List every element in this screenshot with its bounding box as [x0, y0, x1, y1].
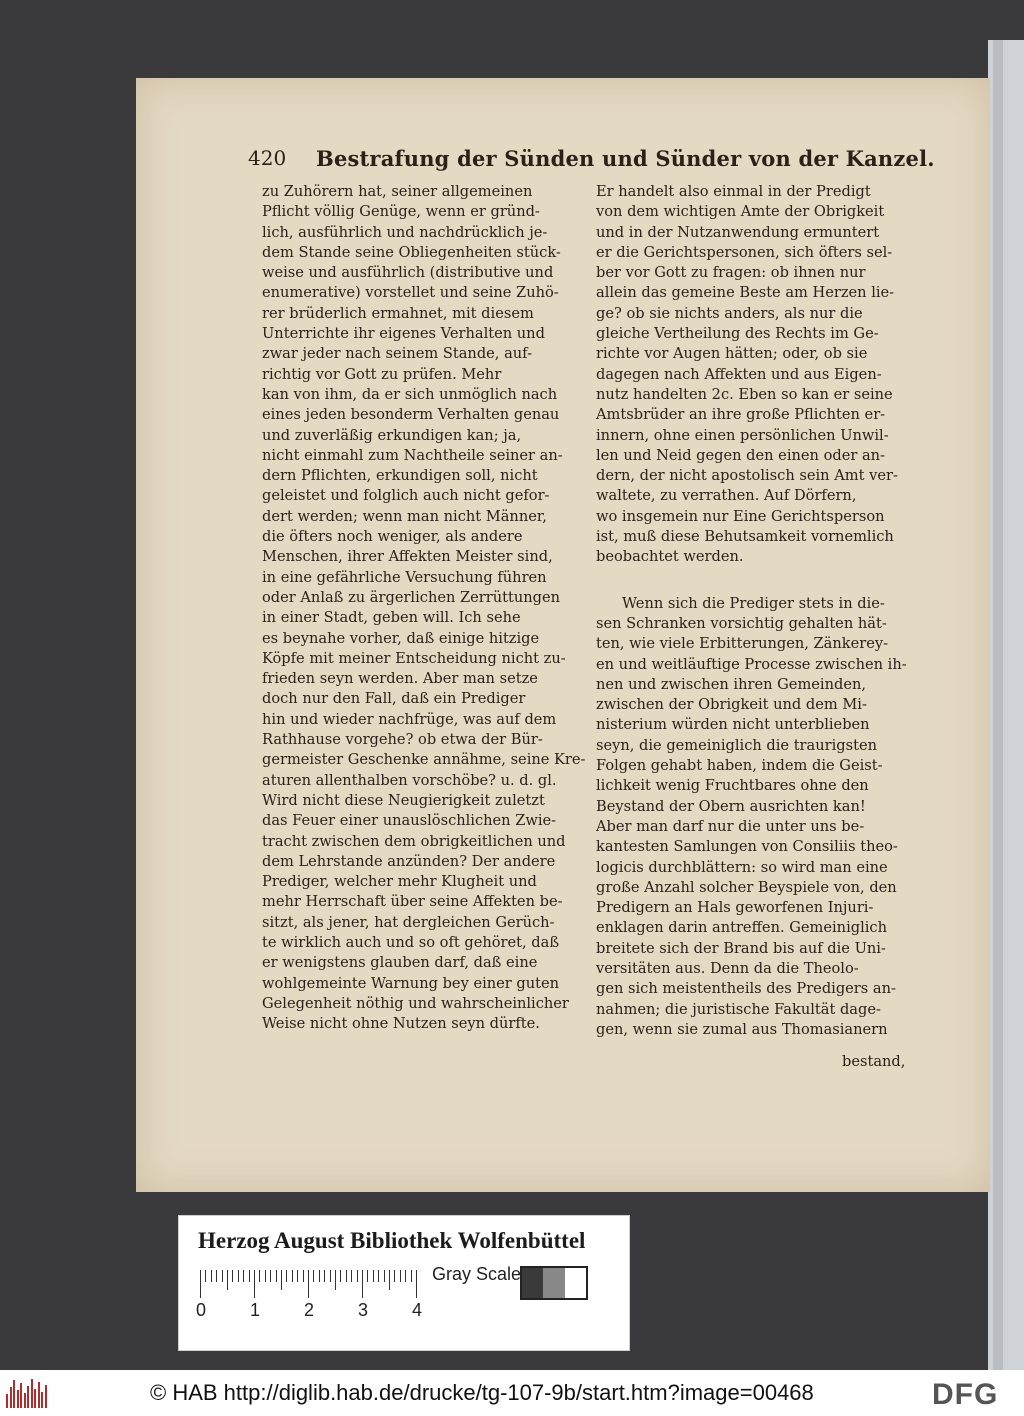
ruler-tick — [340, 1270, 341, 1282]
text-line: te wirklich auch und so oft gehöret, daß — [262, 933, 560, 951]
logo-bar — [24, 1393, 26, 1408]
ruler-tick — [411, 1270, 412, 1282]
text-line: nutz handelten 2c. Eben so kan er seine — [596, 385, 893, 403]
ruler-tick — [346, 1270, 347, 1282]
text-line: aturen allenthalben vorschöbe? u. d. gl. — [262, 771, 557, 789]
text-line: wohlgemeinte Warnung bey einer guten — [262, 974, 560, 992]
text-line: gleiche Vertheilung des Rechts im Ge- — [596, 325, 879, 343]
text-line: und in der Nutzanwendung ermuntert — [596, 223, 880, 241]
text-line: und zuverläßig erkundigen kan; ja, — [262, 426, 522, 444]
gray-scale-label: Gray Scale — [432, 1264, 522, 1284]
logo-bar — [41, 1392, 43, 1408]
text-line: doch nur den Fall, daß ein Prediger — [262, 690, 526, 708]
text-line: Köpfe mit meiner Entscheidung nicht zu- — [262, 649, 566, 667]
text-line: ten, wie viele Erbitterungen, Zänkerey- — [596, 635, 889, 653]
text-line: kan von ihm, da er sich unmöglich nach — [262, 385, 558, 403]
text-line: nisterium würden nicht unterblieben — [596, 716, 870, 734]
text-line: oder Anlaß zu ärgerlichen Zerrüttungen — [262, 588, 561, 606]
text-line: weise und ausführlich (distributive und — [262, 264, 554, 282]
text-line: Gelegenheit nöthig und wahrscheinlicher — [262, 994, 569, 1012]
text-line: hin und wieder nachfrüge, was auf dem — [262, 710, 557, 728]
text-line: sen Schranken vorsichtig gehalten hät- — [596, 614, 887, 632]
text-line: versitäten aus. Denn da die Theolo- — [596, 959, 859, 977]
text-line: große Anzahl solcher Beyspiele von, den — [596, 878, 897, 896]
ruler-tick — [205, 1270, 206, 1282]
text-line: kantesten Samlungen von Consiliis theo- — [596, 838, 898, 856]
ruler-tick — [259, 1270, 260, 1282]
ruler-tick — [232, 1270, 233, 1282]
text-line: ist, muß diese Behutsamkeit vornemlich — [596, 528, 894, 546]
text-line: lich, ausführlich und nachdrücklich je- — [262, 223, 548, 241]
text-line: ber vor Gott zu fragen: ob ihnen nur — [596, 264, 866, 282]
text-line: Beystand der Obern ausrichten kan! — [596, 797, 866, 815]
text-line: dert werden; wenn man nicht Männer, — [262, 507, 547, 525]
text-line: Er handelt also einmal in der Predigt — [596, 183, 871, 200]
library-name: Herzog August Bibliothek Wolfenbüttel — [198, 1228, 586, 1253]
text-line: geleistet und folglich auch nicht gefor- — [262, 487, 550, 505]
ruler-tick — [357, 1270, 358, 1282]
text-line: er die Gerichtspersonen, sich öfters sel- — [596, 243, 893, 261]
ruler-tick — [276, 1270, 277, 1282]
ruler-tick — [308, 1270, 309, 1298]
ruler-number: 1 — [250, 1300, 261, 1320]
text-line: breitete sich der Brand bis auf die Uni- — [596, 939, 886, 957]
text-line: Prediger, welcher mehr Klugheit und — [262, 873, 537, 891]
ruler-tick — [303, 1270, 304, 1282]
logo-bar — [10, 1387, 12, 1408]
logo-bar — [6, 1394, 8, 1408]
gray-patch-dark — [522, 1268, 543, 1298]
text-line: beobachtet werden. — [596, 548, 744, 566]
text-line: allein das gemeine Beste am Herzen lie- — [596, 284, 895, 302]
text-line: innern, ohne einen persönlichen Unwil- — [596, 426, 889, 444]
text-line: Wenn sich die Prediger stets in die- — [622, 594, 885, 612]
ruler-tick — [335, 1270, 336, 1290]
ruler-tick — [319, 1270, 320, 1282]
text-line: Predigern an Hals geworfenen Injuri- — [596, 899, 874, 917]
text-line: waltete, zu verrathen. Auf Dörfern, — [596, 487, 857, 505]
ruler-tick — [265, 1270, 266, 1282]
ruler-tick — [238, 1270, 239, 1282]
right-text-column — [596, 182, 914, 1040]
right-paragraph-1 — [596, 182, 914, 568]
catchword: bestand, — [842, 1053, 906, 1070]
text-line: rer brüderlich ermahnet, mit diesem — [262, 304, 534, 322]
ruler-tick — [249, 1270, 250, 1282]
logo-bar — [38, 1382, 40, 1408]
ruler-number: 0 — [196, 1300, 207, 1320]
text-line: seyn, die gemeiniglich die traurigsten — [596, 736, 878, 754]
text-line: Amtsbrüder an ihre große Pflichten er- — [596, 406, 886, 424]
ruler-tick — [216, 1270, 217, 1282]
ruler-tick — [330, 1270, 331, 1282]
text-line: Unterrichte ihr eigenes Verhalten und — [262, 325, 545, 343]
ruler-tick — [389, 1270, 390, 1290]
ruler-tick — [243, 1270, 244, 1282]
text-line: Weise nicht ohne Nutzen seyn dürfte. — [262, 1015, 540, 1033]
hab-logo-icon — [6, 1378, 48, 1408]
text-line: Menschen, ihrer Affekten Meister sind, — [262, 548, 553, 566]
gray-patch-light — [565, 1268, 586, 1298]
ruler-tick — [281, 1270, 282, 1290]
footer-copyright-link[interactable]: © HAB http://diglib.hab.de/drucke/tg-107-9b/start.htm?image=00468 — [150, 1380, 814, 1405]
logo-bar — [20, 1383, 22, 1408]
ruler-tick — [373, 1270, 374, 1282]
ruler-tick — [324, 1270, 325, 1282]
text-line: wo insgemein nur Eine Gerichtsperson — [596, 507, 885, 525]
gray-patch-mid — [543, 1268, 564, 1298]
text-line: nahmen; die juristische Fakultät dage- — [596, 1000, 881, 1018]
text-line: gen, wenn sie zumal aus Thomasianern — [596, 1020, 888, 1038]
text-line: lichkeit wenig Fruchtbares ohne den — [596, 777, 869, 795]
text-line: sitzt, als jener, hat dergleichen Gerüch- — [262, 913, 555, 931]
ruler-tick — [378, 1270, 379, 1282]
scanner-edge-shadow — [993, 40, 1003, 1370]
text-line: germeister Geschenke annähme, seine Kre- — [262, 751, 586, 769]
text-line: gen sich meistentheils des Predigers an- — [596, 980, 896, 998]
scale-ruler — [200, 1270, 418, 1300]
text-line: dern, der nicht apostolisch sein Amt ver- — [596, 467, 898, 485]
ruler-tick — [292, 1270, 293, 1282]
text-line: in eine gefährliche Versuchung führen — [262, 568, 547, 586]
text-line: nen und zwischen ihren Gemeinden, — [596, 675, 867, 693]
text-line: richte vor Augen hätten; oder, ob sie — [596, 345, 868, 363]
ruler-tick — [351, 1270, 352, 1282]
running-title: Bestrafung der Sünden und Sünder von der Kanzel. — [316, 146, 935, 171]
ruler-tick — [405, 1270, 406, 1282]
gray-scale-patch — [520, 1266, 588, 1300]
text-line: Folgen gehabt haben, indem die Geist- — [596, 757, 883, 775]
logo-bar — [45, 1385, 47, 1408]
ruler-tick — [200, 1270, 201, 1298]
left-text-column — [262, 182, 588, 1034]
text-line: len und Neid gegen den einen oder an- — [596, 446, 885, 464]
logo-bar — [27, 1386, 29, 1408]
logo-bar — [31, 1379, 33, 1408]
ruler-tick — [227, 1270, 228, 1290]
text-line: Aber man darf nur die unter uns be- — [596, 817, 865, 835]
text-line: dern Pflichten, erkundigen soll, nicht — [262, 467, 538, 485]
dfg-logo: DFG — [932, 1378, 999, 1411]
text-line: in einer Stadt, geben will. Ich sehe — [262, 609, 521, 627]
ruler-tick — [362, 1270, 363, 1298]
ruler-tick — [416, 1270, 417, 1298]
ruler-tick — [254, 1270, 255, 1298]
text-line: Rathhause vorgehe? ob etwa der Bür- — [262, 731, 543, 749]
text-line: es beynahe vorher, daß einige hitzige — [262, 629, 540, 647]
text-line: richtig vor Gott zu prüfen. Mehr — [262, 365, 502, 383]
ruler-number: 3 — [358, 1300, 369, 1320]
text-line: zwischen der Obrigkeit und dem Mi- — [596, 696, 867, 714]
text-line: von dem wichtigen Amte der Obrigkeit — [596, 203, 885, 221]
text-line: frieden seyn werden. Aber man setze — [262, 670, 538, 688]
text-line: tracht zwischen dem obrigkeitlichen und — [262, 832, 566, 850]
logo-bar — [34, 1389, 36, 1408]
text-line: zu Zuhörern hat, seiner allgemeinen — [262, 183, 533, 200]
page-number: 420 — [248, 146, 287, 170]
running-head — [248, 142, 935, 176]
ruler-tick — [286, 1270, 287, 1282]
text-line: zwar jeder nach seinem Stande, auf- — [262, 345, 532, 363]
paragraph-gap — [596, 568, 914, 594]
text-line: en und weitläuftige Processe zwischen ih- — [596, 655, 907, 673]
text-line: enklagen darin antreffen. Gemeiniglich — [596, 919, 887, 937]
text-line: die öfters noch weniger, als andere — [262, 528, 523, 546]
ruler-tick — [400, 1270, 401, 1282]
text-line: das Feuer einer unauslöschlichen Zwie- — [262, 812, 557, 830]
text-line: eines jeden besonderm Verhalten genau — [262, 406, 560, 424]
text-line: Wird nicht diese Neugierigkeit zuletzt — [262, 791, 545, 809]
ruler-number: 2 — [304, 1300, 315, 1320]
ruler-tick — [222, 1270, 223, 1282]
ruler-tick — [297, 1270, 298, 1282]
text-line: logicis durchblättern: so wird man eine — [596, 858, 888, 876]
logo-bar — [17, 1390, 19, 1408]
text-line: Pflicht völlig Genüge, wenn er gründ- — [262, 203, 540, 221]
logo-bar — [13, 1380, 15, 1408]
ruler-tick — [394, 1270, 395, 1282]
text-line: dagegen nach Affekten und aus Eigen- — [596, 365, 882, 383]
text-line: mehr Herrschaft über seine Affekten be- — [262, 893, 563, 911]
right-paragraph-2 — [596, 594, 914, 1041]
ruler-tick — [384, 1270, 385, 1282]
ruler-tick — [367, 1270, 368, 1282]
text-line: nicht einmahl zum Nachtheile seiner an- — [262, 446, 563, 464]
text-line: ge? ob sie nichts anders, als nur die — [596, 304, 863, 322]
text-line: enumerative) vorstellet und seine Zuhö- — [262, 284, 559, 302]
ruler-tick — [313, 1270, 314, 1282]
text-line: er wenigstens glauben darf, daß eine — [262, 954, 538, 972]
text-line: dem Stande seine Obliegenheiten stück- — [262, 243, 561, 261]
text-line: dem Lehrstande anzünden? Der andere — [262, 852, 556, 870]
ruler-number: 4 — [412, 1300, 423, 1320]
ruler-tick — [270, 1270, 271, 1282]
ruler-tick — [211, 1270, 212, 1282]
